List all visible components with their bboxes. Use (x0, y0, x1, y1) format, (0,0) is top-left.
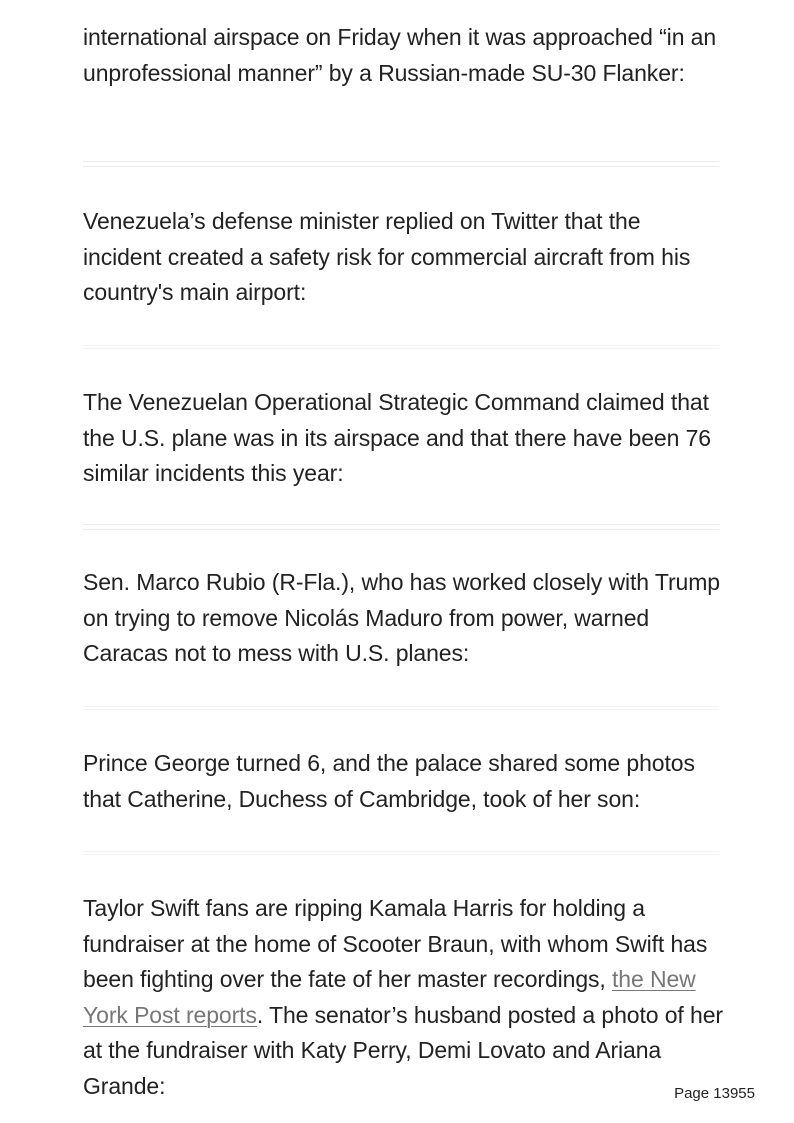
paragraph-defense-minister: Venezuela’s defense minister replied on Twitter that the incident created a safety risk for commercial aircraft from his country's main airport: (83, 208, 691, 305)
paragraph-strategic-command: The Venezuelan Operational Strategic Command claimed that the U.S. plane was in its airspace and that there have been 76 similar incidents this year: (83, 389, 711, 486)
paragraph-prince-george: Prince George turned 6, and the palace shared some photos that Catherine, Duchess of Cambridge, took of her son: (83, 750, 695, 812)
embed-divider (83, 345, 719, 349)
paragraph-taylor-swift (83, 891, 723, 1104)
embed-divider (83, 851, 719, 855)
paragraph-su30-flanker: international airspace on Friday when it was approached “in an unprofessional manner” by a Russian-made SU-30 Flanker: (83, 24, 717, 86)
article-content (83, 0, 723, 1099)
new-york-post-link[interactable]: the New York Post reports (83, 966, 696, 1028)
paragraph-rubio: Sen. Marco Rubio (R-Fla.), who has worked closely with Trump on trying to remove Nicolás Maduro from power, warned Caracas not to mess with U.S. planes: (83, 569, 720, 666)
embed-divider (83, 706, 719, 710)
embed-divider (83, 161, 719, 167)
paragraph-text-after-link: . The senator’s husband posted a photo of her at the fundraiser with Katy Perry, Demi Lovato and Ariana Grande: (83, 1001, 723, 1099)
paragraph-text-before-link: Taylor Swift fans are ripping Kamala Harris for holding a fundraiser at the home of Scooter Braun, with whom Swift has been fighting over the fate of her master recordings, (83, 895, 708, 992)
page-number: Page 13955 (674, 1085, 755, 1102)
embed-divider (83, 524, 719, 530)
